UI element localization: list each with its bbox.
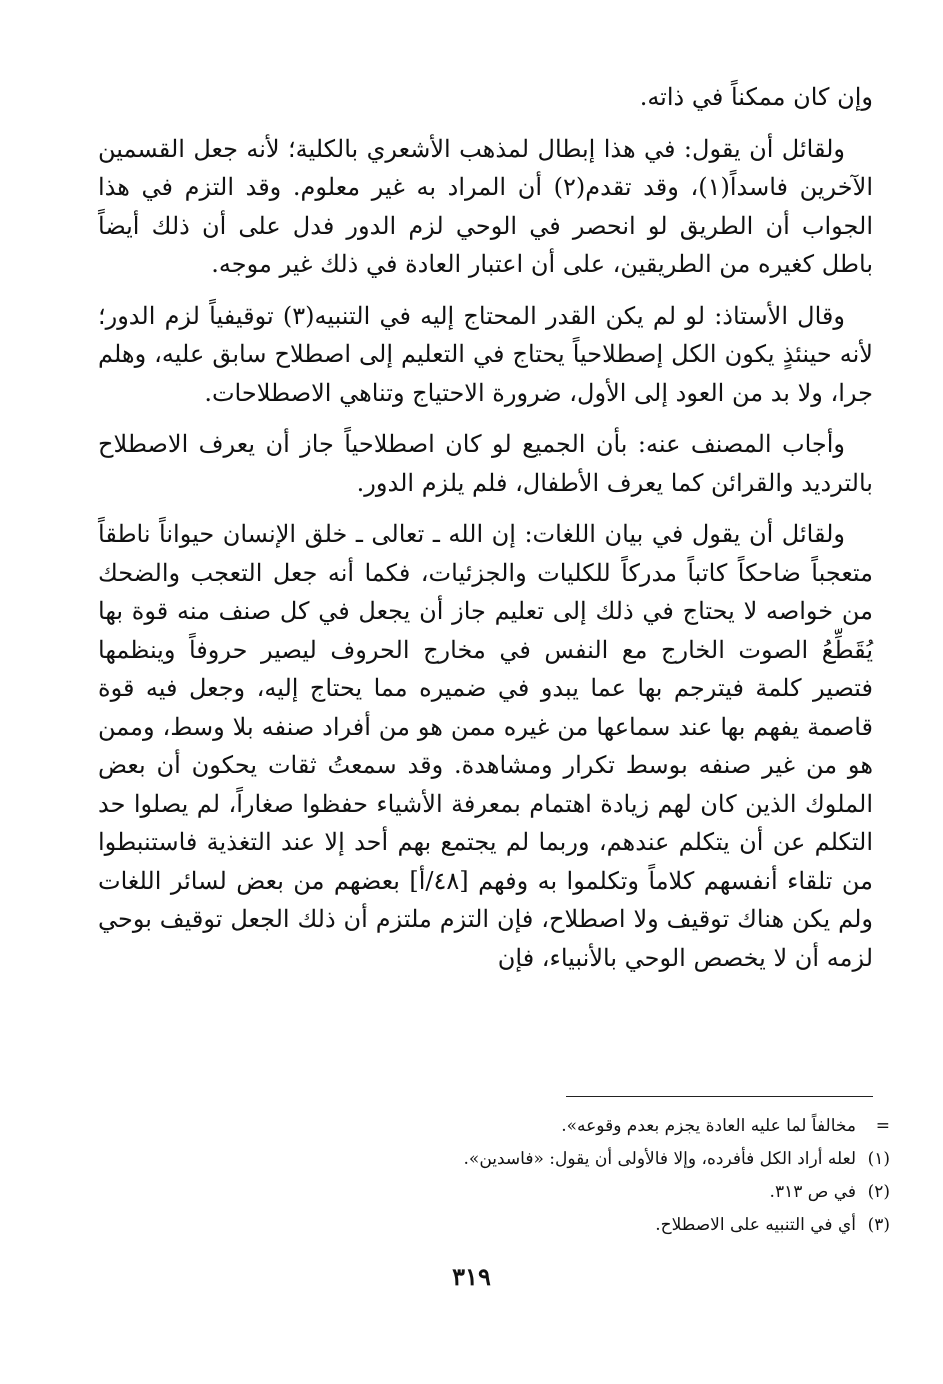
paragraph: وإن كان ممكناً في ذاته.: [639, 83, 873, 111]
footnote-text: لعله أراد الكل فأفرده، وإلا فالأولى أن يقول: «فاسدين».: [463, 1149, 856, 1169]
footnote: [300, 1176, 890, 1209]
footnotes: [300, 1110, 890, 1242]
footnote-text: أي في التنبيه على الاصطلاح.: [655, 1215, 856, 1235]
footnote-text: في ص ٣١٣.: [769, 1182, 856, 1202]
paragraph: ولقائل أن يقول: في هذا إبطال لمذهب الأشعري بالكلية؛ لأنه جعل القسمين الآخرين فاسداً(١)، وقد تقدم(٢) أن المراد به غير معلوم. وقد التزم في هذا الجواب أن الطريق لو انحصر في الوحي لزم الدور فدل على أن ذلك أيضاً باطل كغيره من الطريقين، على أن اعتبار العادة في ذلك غير موجه.: [98, 134, 873, 278]
footnote-separator: [566, 1096, 873, 1097]
footnote-marker: (٣): [867, 1215, 890, 1235]
footnote-marker: (٢): [867, 1182, 890, 1202]
paragraph: وأجاب المصنف عنه: بأن الجميع لو كان اصطلاحياً جاز أن يعرف الاصطلاح بالترديد والقرائن كما يعرف الأطفال، فلم يلزم الدور.: [98, 430, 873, 497]
body-text: [98, 78, 873, 990]
footnote-marker: =: [875, 1116, 890, 1136]
footnote: [300, 1209, 890, 1242]
paragraph: وقال الأستاذ: لو لم يكن القدر المحتاج إليه في التنبيه(٣) توقيفياً لزم الدور؛ لأنه حينئذٍ يكون الكل إصطلاحياً يحتاج في التعليم إلى اصطلاح سابق عليه، وهلم جرا، ولا بد من العود إلى الأول، ضرورة الاحتياج وتناهي الاصطلاحات.: [98, 301, 873, 407]
footnote: [300, 1110, 890, 1143]
paragraph: ولقائل أن يقول في بيان اللغات: إن الله ـ تعالى ـ خلق الإنسان حيواناً ناطقاً متعجباً ضاحكاً كاتباً مدركاً للكليات والجزئيات، فكما أنه جعل التعجب والضحك من خواصه لا يحتاج في ذلك إلى تعليم جاز أن يجعل في كل صنف منه قوة بها يُقَطِّعُ الصوت الخارج مع النفس في مخارج الحروف ليصير حروفاً وينظمها فتصير كلمة فيترجم بها عما يبدو في ضميره مما يحتاج إليه، وجعل فيه قوة قاصمة يفهم بها عند سماعها من غيره ممن هو من أفراد صنفه بلا وسط، وممن هو من غير صنفه بوسط تكرار ومشاهدة. وقد سمعتُ ثقات يحكون أن بعض الملوك الذين كان لهم زيادة اهتمام بمعرفة الأشياء حفظوا صغاراً، لم يصلوا حد التكلم عن أن يتكلم عندهم، وربما لم يجتمع بهم أحد إلا عند التغذية فاستنبطوا من تلقاء أنفسهم كلاماً وتكلموا به وفهم [٤٨/أ] بعضهم من بعض لسائر اللغات ولم يكن هناك توقيف ولا اصطلاح، فإن التزم ملتزم أن ذلك الجعل توقيف بوحي لزمه أن لا يخصص الوحي بالأنبياء، فإن: [98, 520, 874, 972]
footnote-marker: (١): [867, 1149, 890, 1169]
page-number: ٣١٩: [452, 1262, 491, 1291]
footnote: [300, 1143, 890, 1176]
footnote-text: مخالفاً لما عليه العادة يجزم بعدم وقوعه».: [561, 1116, 856, 1136]
